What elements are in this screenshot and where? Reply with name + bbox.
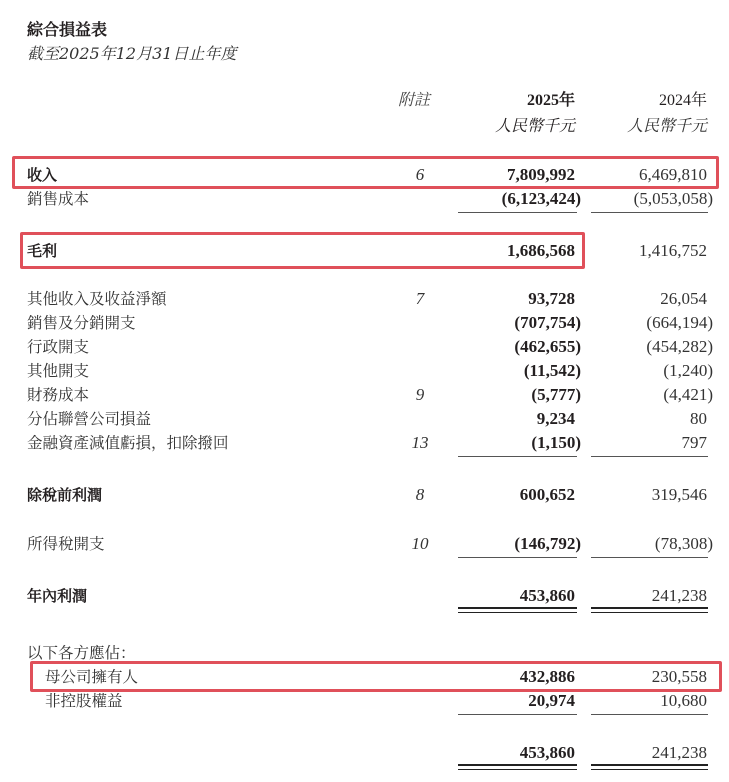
- row-share-of-associates: [0, 408, 729, 430]
- row-label: 除稅前利潤: [27, 486, 103, 504]
- subtotal-rule-2024: [591, 456, 708, 457]
- row-other-income: [0, 288, 729, 310]
- row-label: 分佔聯營公司損益: [27, 410, 152, 428]
- total-double-rule-2024: [591, 607, 708, 613]
- value-2025: (1,150): [531, 433, 581, 452]
- row-profit-before-tax: [0, 484, 729, 506]
- value-2025: (707,754): [514, 313, 581, 332]
- value-2025: 453,860: [519, 586, 575, 605]
- highlight-box-owners-of-parent: [30, 661, 722, 692]
- header-2024-unit: 人民幣千元: [626, 118, 707, 135]
- highlight-box-gross-profit: [20, 232, 585, 269]
- header-note: 附註: [398, 92, 431, 109]
- value-2024: 26,054: [660, 289, 707, 308]
- row-note: 13: [411, 433, 429, 452]
- value-2025: (462,655): [514, 337, 581, 356]
- row-finance-costs: [0, 384, 729, 406]
- subtotal-rule-2024: [591, 557, 708, 558]
- row-other-expenses: [0, 360, 729, 382]
- value-2024: 241,238: [651, 586, 707, 605]
- value-2025: (146,792): [514, 534, 581, 553]
- subtotal-rule-2025: [458, 456, 577, 457]
- value-2024: 230,558: [651, 667, 707, 686]
- row-label: 收入: [27, 166, 58, 184]
- row-label: 毛利: [27, 242, 58, 260]
- row-label: 銷售及分銷開支: [27, 314, 136, 332]
- header-2025-unit: 人民幣千元: [494, 118, 575, 135]
- value-2024: (78,308): [654, 534, 713, 553]
- value-2024: (454,282): [646, 337, 713, 356]
- value-2025: 600,652: [519, 485, 575, 504]
- row-note: 6: [415, 165, 425, 184]
- row-label: 金融資產減值虧損，扣除撥回: [27, 434, 229, 452]
- value-2025: 9,234: [536, 409, 575, 428]
- row-total: [0, 742, 729, 764]
- row-profit-for-year: [0, 585, 729, 607]
- value-2024: 1,416,752: [639, 241, 707, 260]
- value-2024: (664,194): [646, 313, 713, 332]
- value-2025: 20,974: [528, 691, 575, 710]
- value-2025: 453,860: [519, 743, 575, 762]
- total-double-rule-2025: [458, 764, 577, 770]
- value-2025: 432,886: [519, 667, 575, 686]
- value-2024: 10,680: [660, 691, 707, 710]
- total-double-rule-2025: [458, 607, 577, 613]
- row-label: 年內利潤: [27, 587, 88, 605]
- value-2024: (5,053,058): [633, 189, 713, 208]
- row-admin-expenses: [0, 336, 729, 358]
- value-2024: 319,546: [651, 485, 707, 504]
- value-2025: (5,777): [531, 385, 581, 404]
- statement-period: 截至2025年12月31日止年度: [27, 44, 237, 63]
- subtotal-rule-2025: [458, 714, 577, 715]
- row-selling-expenses: [0, 312, 729, 334]
- value-2024: 80: [690, 409, 707, 428]
- row-label: 所得稅開支: [27, 535, 105, 553]
- row-label: 母公司擁有人: [45, 668, 139, 686]
- row-note: 8: [415, 485, 425, 504]
- subtotal-rule-2025: [458, 212, 577, 213]
- value-2025: 1,686,568: [507, 241, 575, 260]
- value-2024: (4,421): [663, 385, 713, 404]
- value-2024: 241,238: [651, 743, 707, 762]
- value-2025: 93,728: [528, 289, 575, 308]
- row-label: 財務成本: [27, 386, 90, 404]
- row-impairment: [0, 432, 729, 454]
- subtotal-rule-2024: [591, 212, 708, 213]
- total-double-rule-2024: [591, 764, 708, 770]
- row-label: 銷售成本: [27, 190, 90, 208]
- highlight-box-revenue: [12, 156, 719, 189]
- header-2025-year: 2025年: [526, 92, 575, 109]
- subtotal-rule-2025: [458, 557, 577, 558]
- row-label: 其他收入及收益淨額: [27, 290, 167, 308]
- row-label: 以下各方應佔：: [27, 644, 136, 662]
- row-label: 行政開支: [27, 338, 90, 356]
- value-2025: 7,809,992: [507, 165, 575, 184]
- row-non-controlling: [0, 690, 729, 712]
- header-2024-year: 2024年: [658, 92, 707, 109]
- value-2025: (11,542): [523, 361, 581, 380]
- value-2025: (6,123,424): [501, 189, 581, 208]
- row-note: 9: [415, 385, 425, 404]
- value-2024: 797: [681, 433, 707, 452]
- subtotal-rule-2024: [591, 714, 708, 715]
- row-label: 非控股權益: [45, 692, 123, 710]
- value-2024: (1,240): [663, 361, 713, 380]
- row-label: 其他開支: [27, 362, 90, 380]
- value-2024: 6,469,810: [639, 165, 707, 184]
- row-cost-of-sales: [0, 188, 729, 210]
- statement-title: 綜合損益表: [27, 20, 108, 39]
- row-income-tax: [0, 533, 729, 555]
- row-note: 7: [415, 289, 425, 308]
- row-note: 10: [411, 534, 429, 553]
